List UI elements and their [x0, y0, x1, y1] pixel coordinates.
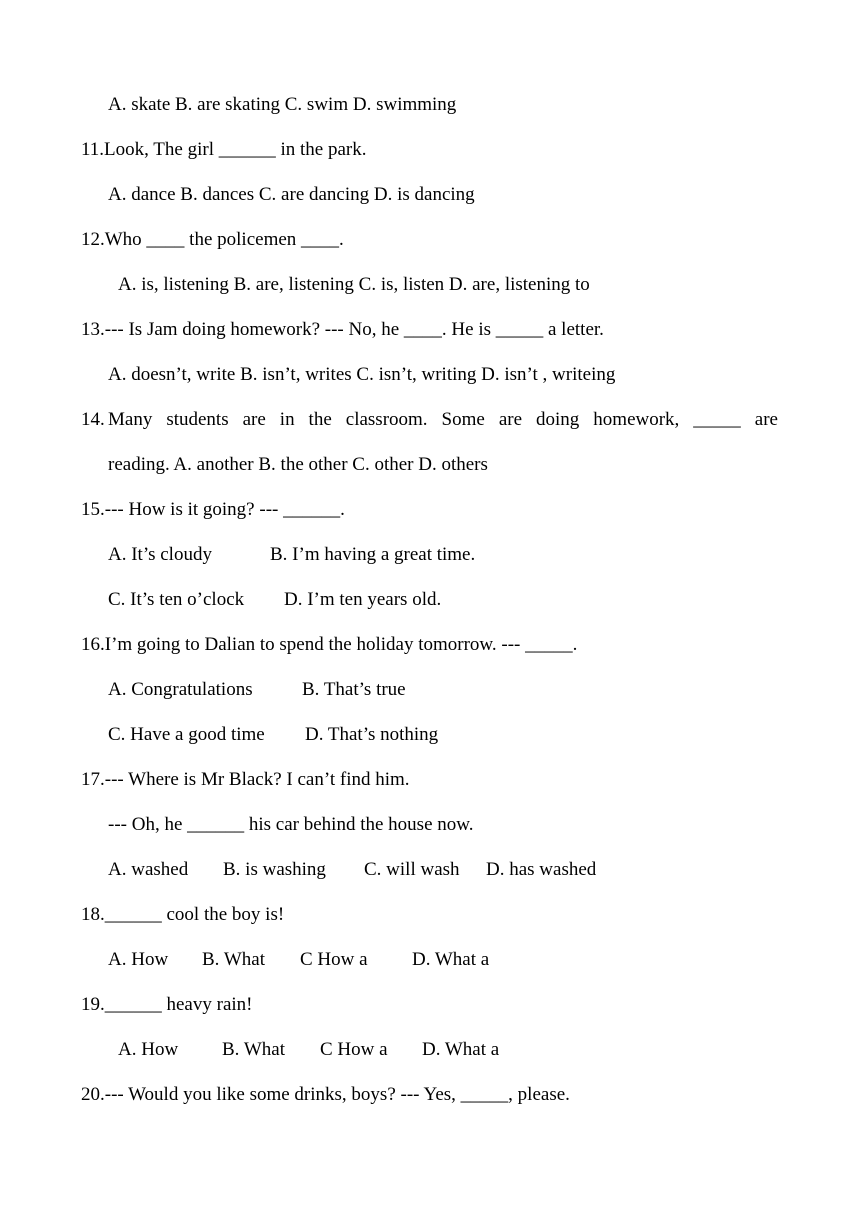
q20-stem: 20.--- Would you like some drinks, boys? --- Yes, _____, please.	[81, 1084, 570, 1105]
q11-options: A. dance B. dances C. are dancing D. is dancing	[108, 184, 475, 205]
q17-option-d: D. has washed	[486, 859, 597, 880]
q19-option-d: D. What a	[422, 1039, 500, 1060]
q15-option-b: B. I’m having a great time.	[270, 544, 476, 565]
q18-stem: 18.______ cool the boy is!	[81, 904, 285, 925]
q16-option-c: C. Have a good time	[108, 724, 265, 745]
q15-option-c: C. It’s ten o’clock	[108, 589, 245, 610]
q15-option-a: A. It’s cloudy	[108, 544, 212, 565]
q16-option-b: B. That’s true	[302, 679, 406, 700]
q14-stem: Many students are in the classroom. Some are doing homework, _____ are	[108, 409, 778, 430]
q15-option-d: D. I’m ten years old.	[284, 589, 442, 610]
q11-stem: 11.Look, The girl ______ in the park.	[81, 139, 367, 160]
q13-options: A. doesn’t, write B. isn’t, writes C. isn’t, writing D. isn’t , writeing	[108, 364, 616, 385]
q14-number: 14.	[81, 409, 105, 430]
q10-options: A. skate B. are skating C. swim D. swimming	[108, 94, 457, 115]
q16-stem: 16.I’m going to Dalian to spend the holiday tomorrow. --- _____.	[81, 634, 578, 655]
q18-option-c: C How a	[300, 949, 368, 970]
q19-stem: 19.______ heavy rain!	[81, 994, 253, 1015]
q16-option-a: A. Congratulations	[108, 679, 253, 700]
q19-option-c: C How a	[320, 1039, 388, 1060]
q17-dialogue: --- Oh, he ______ his car behind the house now.	[108, 814, 474, 835]
q13-stem: 13.--- Is Jam doing homework? --- No, he ____. He is _____ a letter.	[81, 319, 604, 340]
q18-option-b: B. What	[202, 949, 265, 970]
q17-option-b: B. is washing	[223, 859, 326, 880]
q17-stem: 17.--- Where is Mr Black? I can’t find him.	[81, 769, 410, 790]
q16-option-d: D. That’s nothing	[305, 724, 439, 745]
q12-stem: 12.Who ____ the policemen ____.	[81, 229, 344, 250]
q14-options: reading. A. another B. the other C. other D. others	[108, 454, 488, 475]
q17-option-a: A. washed	[108, 859, 189, 880]
q19-option-a: A. How	[118, 1039, 179, 1060]
q17-option-c: C. will wash	[364, 859, 460, 880]
q12-options: A. is, listening B. are, listening C. is, listen D. are, listening to	[118, 274, 590, 295]
q18-option-a: A. How	[108, 949, 169, 970]
q18-option-d: D. What a	[412, 949, 490, 970]
q19-option-b: B. What	[222, 1039, 285, 1060]
q15-stem: 15.--- How is it going? --- ______.	[81, 499, 345, 520]
